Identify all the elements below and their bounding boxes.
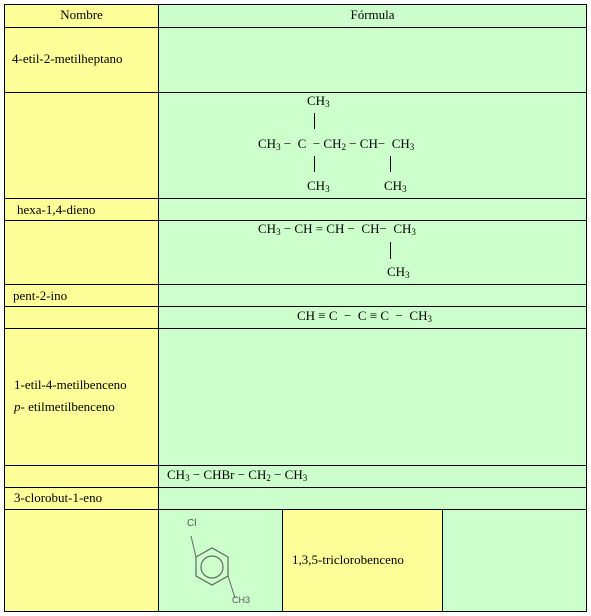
name-hexa-1-4-dieno: hexa-1,4-dieno xyxy=(17,202,96,217)
name-3-clorobut-1-eno: 3-clorobut-1-eno xyxy=(14,490,103,505)
substituent-bottom: $CH_3$ xyxy=(387,264,410,280)
substituent-top: $CH_3$ xyxy=(307,93,330,109)
bond-cl xyxy=(191,536,196,557)
bond-bottom xyxy=(390,242,391,259)
main-chain-2: $CH_3$ − CH = CH − $CH- CH_3$ xyxy=(258,221,416,237)
bond-bottom-left xyxy=(314,156,315,172)
name-p-etilmetilbenceno: p- etilmetilbenceno xyxy=(14,399,115,414)
name-1-etil-4-metilbenceno: 1-etil-4-metilbenceno xyxy=(14,377,127,392)
header-nombre: Nombre xyxy=(60,7,103,22)
formula-2-bromobutano: $CH_3$ − CHBr − $CH_2 - CH_3$ xyxy=(167,467,308,483)
label-cl: Cl xyxy=(187,518,197,529)
header-formula: Fórmula xyxy=(350,7,395,22)
label-ch3: CH3 xyxy=(232,595,251,605)
name-column xyxy=(4,4,159,612)
name-1-3-5-triclorobenceno: 1,3,5-triclorobenceno xyxy=(292,552,404,567)
aromatic-circle xyxy=(201,556,223,578)
substituent-bottom-left: $CH_3$ xyxy=(307,178,330,194)
formula-hexa-diino: CH ≡ $C - C \equiv C - CH_3$ xyxy=(297,308,432,324)
substituent-bottom-right: $CH_3$ xyxy=(384,178,407,194)
name-4-etil-2-metilheptano: 4-etil-2-metilheptano xyxy=(12,51,123,66)
main-chain: $CH_3 - C - CH_2 - CH- CH_3$ xyxy=(258,136,415,152)
bond-bottom-right xyxy=(390,156,391,172)
bond-top xyxy=(314,113,315,129)
benzene-ring-structure xyxy=(159,510,283,611)
name-pent-2-ino: pent-2-ino xyxy=(13,288,68,303)
